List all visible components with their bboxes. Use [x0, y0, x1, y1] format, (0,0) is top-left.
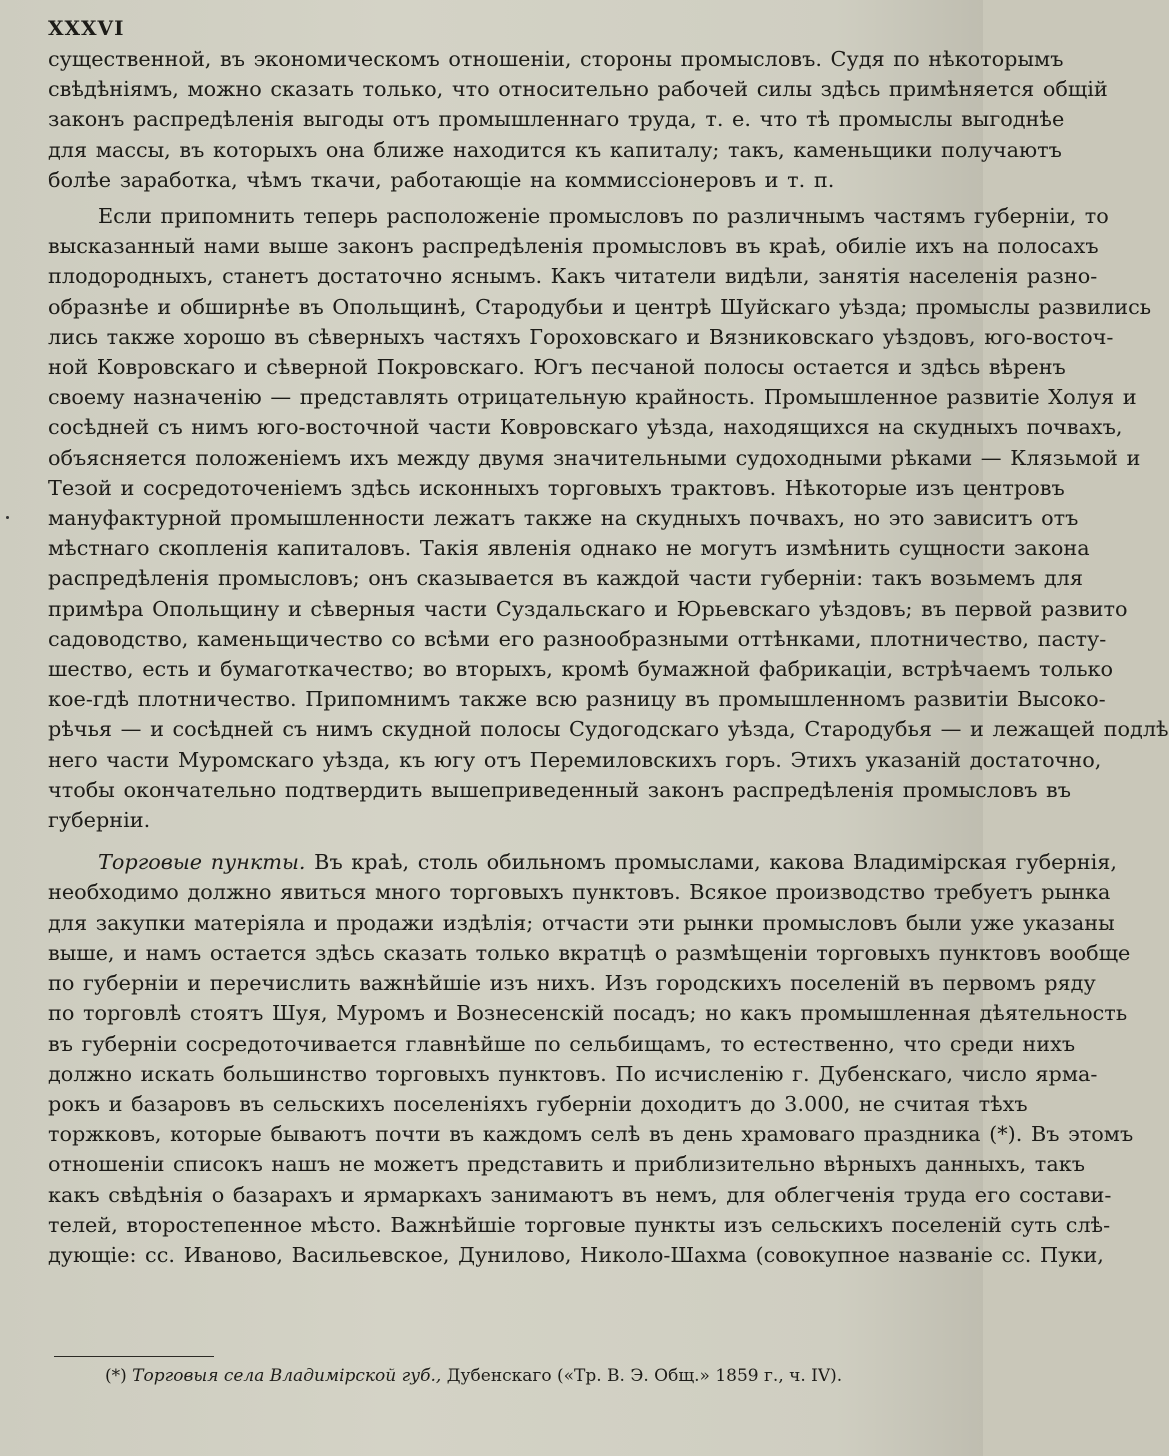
text-line: дующіе: сс. Иваново, Васильевское, Дунилово, Николо-Шахма (совокупное названіе сс. Пуки, [48, 1242, 1104, 1267]
text-line: мѣстнаго скопленія капиталовъ. Такія явленія однако не могутъ измѣнить сущности закона [48, 536, 1090, 561]
text-line: садоводство, каменьщичество со всѣми его разнообразными оттѣнками, плотничество, пасту- [48, 626, 1107, 651]
text-line: чтобы окончательно подтвердить вышеприведенный законъ распредѣленія промысловъ въ [48, 777, 1071, 802]
text-line: въ губерніи сосредоточивается главнѣйше по сельбищамъ, то естественно, что среди нихъ [48, 1031, 1076, 1056]
text-line: какъ свѣдѣнія о базарахъ и ярмаркахъ занимаютъ въ немъ, для облегченія труда его состави- [48, 1182, 1112, 1207]
text-line: необходимо должно явиться много торговыхъ пунктовъ. Всякое производство требуетъ рынка [48, 880, 1111, 905]
text-line: Тезой и сосредоточеніемъ здѣсь исконныхъ торговыхъ трактовъ. Нѣкоторые изъ центровъ [48, 475, 1065, 500]
text-line: сосѣдней съ нимъ юго-восточной части Ковровскаго уѣзда, находящихся на скудныхъ почвахъ, [48, 415, 1123, 440]
text-line: по губерніи и перечислить важнѣйшіе изъ нихъ. Изъ городскихъ поселеній въ первомъ ряду [48, 971, 1096, 996]
text-line: Если припомнить теперь расположеніе промысловъ по различнымъ частямъ губерніи, то [98, 204, 1109, 229]
text-line: губерніи. [48, 808, 151, 833]
text-line: лись также хорошо въ сѣверныхъ частяхъ Гороховскаго и Вязниковскаго уѣздовъ, юго-восточ- [48, 324, 1114, 349]
text-line: своему назначенію — представлять отрицательную крайность. Промышленное развитіе Холуя и [48, 385, 1137, 410]
text-line: рѣчья — и сосѣдней съ нимъ скудной полосы Судогодскаго уѣзда, Стародубья — и лежащей подлѣ [48, 717, 1169, 742]
section-heading: Торговые пункты. [98, 850, 306, 875]
text-line: плодородныхъ, станетъ достаточно яснымъ. Какъ читатели видѣли, занятія населенія разно- [48, 264, 1098, 289]
text-line: высказанный нами выше законъ распредѣленія промысловъ въ краѣ, обиліе ихъ на полосахъ [48, 234, 1099, 259]
body-text [48, 44, 1169, 1270]
text-line: для массы, въ которыхъ она ближе находится къ капиталу; такъ, каменьщики получаютъ [48, 137, 1062, 162]
text-line: для закупки матеріяла и продажи издѣлія; отчасти эти рынки промысловъ были уже указаны [48, 910, 1115, 935]
text-line: образнѣе и обширнѣе въ Опольщинѣ, Стародубьи и центрѣ Шуйскаго уѣзда; промыслы развились [48, 294, 1152, 319]
text-line: по торговлѣ стоятъ Шуя, Муромъ и Вознесенскій посадъ; но какъ промышленная дѣятельность [48, 1001, 1128, 1026]
text-span: Въ краѣ, столь обильномъ промыслами, какова Владимірская губернія, [314, 850, 1117, 875]
text-line: него части Муромскаго уѣзда, къ югу отъ Перемиловскихъ горъ. Этихъ указаній достаточно, [48, 747, 1102, 772]
paragraph-1 [48, 44, 1108, 195]
footnote-source: Дубенскаго («Тр. В. Э. Общ.» 1859 г., ч. IV). [446, 1366, 843, 1386]
text-line [48, 847, 1117, 877]
text-line: распредѣленія промысловъ; онъ сказывается въ каждой части губерніи: такъ возьмемъ для [48, 566, 1083, 591]
text-line: мануфактурной промышленности лежатъ также на скудныхъ почвахъ, но это зависитъ отъ [48, 506, 1079, 531]
paragraph-2 [48, 201, 1169, 835]
page-number: XXXVI [48, 16, 125, 40]
text-line: существенной, въ экономическомъ отношеніи, стороны промысловъ. Судя по нѣкоторымъ [48, 47, 1064, 71]
paragraph-3 [48, 847, 1134, 1270]
footnote-title: Торговыя села Владимірской губ., [132, 1366, 442, 1386]
text-line: свѣдѣніямъ, можно сказать только, что относительно рабочей силы здѣсь примѣняется общій [48, 77, 1108, 102]
text-line: ной Ковровскаго и сѣверной Покровскаго. Югъ песчаной полосы остается и здѣсь вѣренъ [48, 355, 1066, 380]
text-line: должно искать большинство торговыхъ пунктовъ. По исчисленію г. Дубенскаго, число ярма- [48, 1061, 1098, 1086]
footnote [105, 1366, 965, 1386]
text-line: отношеніи списокъ нашъ не можетъ представить и приблизительно вѣрныхъ данныхъ, такъ [48, 1152, 1085, 1177]
text-line: болѣе заработка, чѣмъ ткачи, работающіе на коммиссіонеровъ и т. п. [48, 167, 835, 192]
text-line: объясняется положеніемъ ихъ между двумя значительными судоходными рѣками — Клязьмой и [48, 445, 1141, 470]
text-line: телей, второстепенное мѣсто. Важнѣйшіе торговые пункты изъ сельскихъ поселеній суть слѣ- [48, 1212, 1111, 1237]
text-line: торжковъ, которые бываютъ почти въ каждомъ селѣ въ день храмоваго праздника (*). Въ этомъ [48, 1122, 1134, 1147]
text-line: рокъ и базаровъ въ сельскихъ поселеніяхъ губерніи доходитъ до 3.000, не считая тѣхъ [48, 1091, 1028, 1116]
footnote-marker: (*) [105, 1366, 127, 1386]
text-line: шество, есть и бумаготкачество; во вторыхъ, кромѣ бумажной фабрикаціи, встрѣчаемъ только [48, 657, 1114, 682]
text-line: кое-гдѣ плотничество. Припомнимъ также всю разницу въ промышленномъ развитіи Высоко- [48, 687, 1106, 712]
footnote-divider [54, 1356, 214, 1357]
text-line: примѣра Опольщину и сѣверныя части Суздальскаго и Юрьевскаго уѣздовъ; въ первой развито [48, 596, 1128, 621]
margin-mark [6, 516, 9, 519]
text-line: законъ распредѣленія выгоды отъ промышленнаго труда, т. е. что тѣ промыслы выгоднѣе [48, 107, 1065, 132]
text-line: выше, и намъ остается здѣсь сказать только вкратцѣ о размѣщеніи торговыхъ пунктовъ вообще [48, 940, 1131, 965]
